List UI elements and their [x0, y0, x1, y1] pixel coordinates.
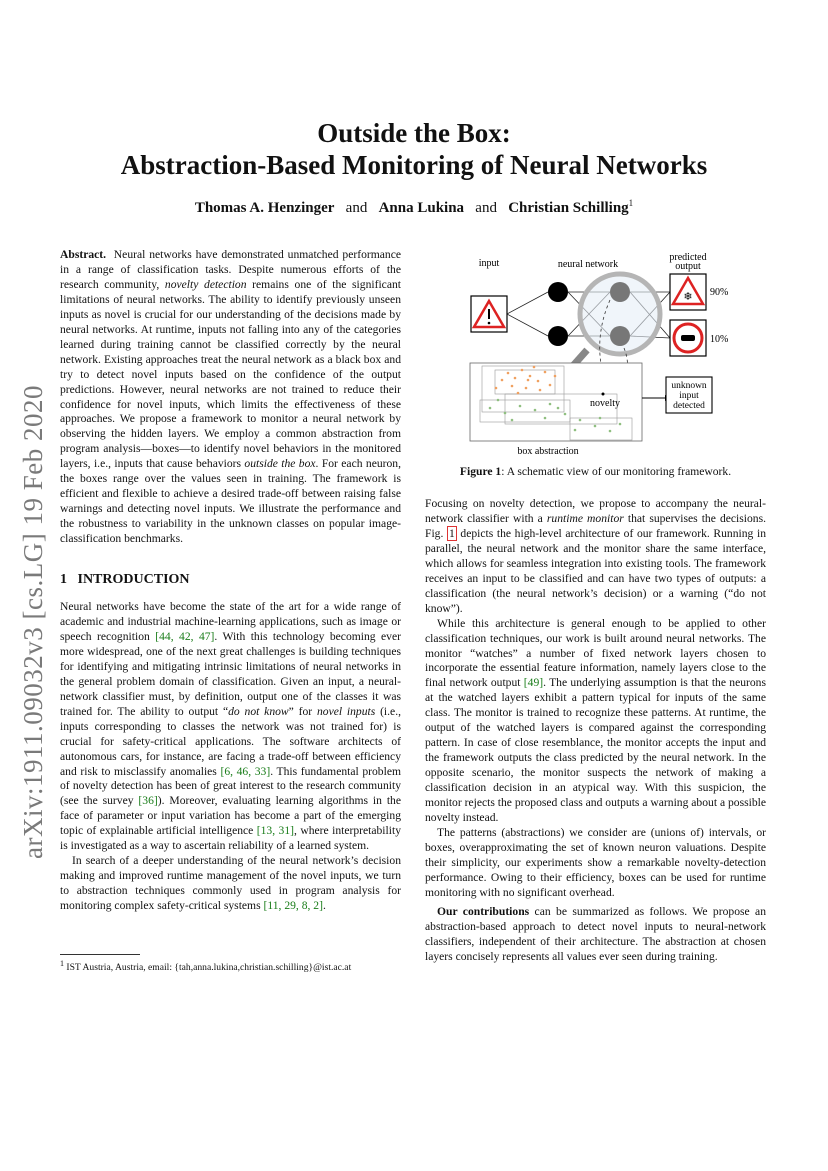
right-paragraph-3: The patterns (abstractions) we consider are (unions of) intervals, or boxes, overapproximating the set of known neuron valuations. Despite their simplicity, our experiments show a remarkable novelty-detection performance. Owing to their efficiency, boxes can be used for runtime monitoring with no significant overhead. — [425, 825, 766, 899]
text: Focusing on novelty detection, we propose to accompany the neural-network classifier with a — [425, 497, 766, 525]
text: . With this technology becoming ever more widespread, one of the next great challenges is building techniques for identifying and mitigating intrinsic limitations of neural networks in the general problem domain of classification. Given an input, a neural-network classifier must, by definition, output one of the classes it was trained for. The ability to output “ — [60, 629, 401, 718]
text: (i.e., inputs corresponding to classes the network was not trained for) is crucial for safety-critical applications. The software architects of autonomous cars, for instance, are facing a trade-off between efficiency and risk to misclassify anomalies — [60, 704, 401, 778]
citation-link[interactable]: [6, 46, 33] — [220, 764, 271, 778]
paper-title-line2: Abstraction-Based Monitoring of Neural Networks — [120, 150, 708, 180]
author-3: Christian Schilling — [508, 200, 629, 216]
right-paragraph-1 — [425, 497, 766, 617]
label-unknown: unknown — [671, 381, 707, 391]
no-cars-sign-icon — [670, 320, 706, 356]
right-paragraph-4 — [425, 905, 766, 965]
text: can be summarized as follows. We propose an abstraction-based approach to detect novel inputs to neural-network classifiers, independent of their architecture. The abstraction at chosen layers concisely represents all values ever seen during training. — [425, 904, 766, 963]
abstract-text: Neural networks have demonstrated unmatched performance in a range of classification tasks. Despite numerous efforts of the research community, — [60, 248, 401, 291]
label-detected: detected — [673, 401, 705, 411]
text: ” for — [288, 704, 317, 718]
emphasis: do not know — [228, 704, 289, 718]
snow-warning-icon — [670, 274, 706, 310]
text: . The underlying assumption is that the neurons at the watched layers exhibit a pattern typical for inputs of the same class. The monitor is trained to recognize these patterns. At runtime, the output of the watched layers is compared against the corresponding pattern. In case of close resemblance, the monitor accepts the input and the framework outputs the class predicted by the neural network. In the opposite scenario, the monitor suspects the network of making a classification decision in an atypical way. With this suspicion, the monitor rejects the proposed class and outputs a warning about a possible novelty instead. — [425, 676, 766, 825]
footnote-mark: 1 — [60, 959, 64, 968]
pct-top: 90% — [710, 287, 729, 298]
text: ). Moreover, evaluating learning algorithms in the face of parameter or input variation has become a part of the emerging topic of explainable artificial intelligence — [60, 794, 402, 838]
left-column — [60, 248, 401, 914]
abstract-label: Abstract. — [60, 248, 107, 261]
text: While this architecture is general enough to be applied to other classification techniques, our work is built around neural networks. The monitor “watches” a number of fixed network layers chosen to incorporate the essential feature information, namely layers close to the final network output — [425, 616, 766, 690]
footnote — [60, 958, 401, 974]
neuron-hidden-2 — [610, 326, 630, 346]
citation-link[interactable]: [44, 42, 47] — [155, 629, 215, 643]
abstract-text: remains one of the significant limitations of neural networks. The ability to identify previously unseen inputs as novel is crucial for our understanding of the decisions made by neural networks. At runtime, inputs not falling into any of the categories learned during training cannot be classified correctly by the neural network. Existing approaches treat the neural network as a black box and try to detect novel inputs based on the confidence of the output predictions. However, neural networks are not trained to reduce their confidence for novel inputs, which limits the effectiveness of these approaches. We propose a framework to monitor a neural network by observing the hidden layers. We employ a common abstraction from program analysis—boxes—to identify novel behaviors in the monitored layers, i.e., inputs that cause behaviors — [60, 277, 401, 471]
author-3-footnote-mark: 1 — [628, 198, 634, 208]
and-1: and — [345, 200, 368, 216]
pct-bottom: 10% — [710, 334, 729, 345]
text: , where interpretability is investigated as a way to ascertain reliability of a learned system. — [60, 824, 401, 853]
text: . — [322, 899, 326, 913]
citation-link[interactable]: [11, 29, 8, 2] — [263, 899, 323, 913]
section-number: 1 — [60, 572, 67, 588]
label-novelty: novelty — [590, 398, 620, 409]
emphasis: runtime monitor — [546, 511, 624, 525]
arxiv-watermark: arXiv:1911.09032v3 [cs.LG] 19 Feb 2020 — [18, 385, 48, 859]
citation-link[interactable]: [49] — [523, 676, 544, 690]
footnote-text: IST Austria, Austria, email: {tah,anna.lukina,christian.schilling}@ist.ac.at — [64, 962, 352, 974]
neuron-input-2 — [548, 326, 568, 346]
abstract — [60, 248, 401, 547]
figure-caption-text: : A schematic view of our monitoring framework. — [501, 465, 732, 478]
label-neural-network: neural network — [557, 259, 619, 270]
neuron-hidden-1 — [610, 282, 630, 302]
author-1: Thomas A. Henzinger — [194, 200, 335, 216]
label-output: output — [675, 261, 701, 272]
section-title: INTRODUCTION — [77, 572, 190, 588]
abstract-emphasis: outside the box — [244, 457, 316, 471]
intro-paragraph-2 — [60, 854, 401, 914]
svg-text:❄: ❄ — [683, 291, 693, 303]
citation-link[interactable]: [36] — [138, 794, 158, 808]
figure-1-diagram — [460, 248, 760, 458]
text: Neural networks have become the state of the art for a wide range of academic and industrial machine-learning applications, such as image or speech recognition — [60, 600, 401, 643]
author-line — [0, 198, 828, 217]
right-paragraph-2 — [425, 617, 766, 826]
and-2: and — [475, 200, 497, 216]
contributions-label: Our contributions — [437, 904, 530, 918]
label-input: input — [478, 258, 500, 269]
intro-paragraph-1 — [60, 600, 401, 854]
label-input-2: input — [679, 391, 699, 401]
citation-link[interactable]: [13, 31] — [256, 824, 295, 838]
abstract-text: . For each neuron, the boxes range over the values seen in training. The framework is efficient and flexible to achieve a desired trade-off between raising false warnings and detecting novel inputs. We illustrate the performance and the robustness to variability in the unknown classes on popular image-classification benchmarks. — [60, 457, 401, 546]
label-predicted: predicted — [669, 252, 707, 263]
text: that supervises the decisions. Fig. — [425, 511, 766, 540]
figure-label: Figure 1 — [459, 465, 502, 478]
figure-caption — [425, 465, 766, 478]
abstract-emphasis: novelty detection — [164, 277, 247, 291]
neuron-input-1 — [548, 282, 568, 302]
section-heading — [60, 573, 401, 588]
paper-title-line1: Outside the Box: — [317, 118, 511, 148]
text: depicts the high-level architecture of our framework. Running in parallel, the neural network and the monitor share the same interface, which allows for seamless integration into existing tools. The framework receives an input to be classified and can have two types of outputs: a classification (the neural network’s decision) or a warning (“do not know”). — [425, 526, 766, 615]
text: . This fundamental problem of novelty detection has been of great interest to the research community (see the survey — [60, 764, 401, 808]
figure-ref-link[interactable]: 1 — [449, 526, 455, 540]
label-box-abstraction: box abstraction — [517, 446, 579, 457]
text: In search of a deeper understanding of the neural network’s decision making and improved runtime management of the novel inputs, we turn to abstraction techniques commonly used in program analysis for monitoring complex safety-critical systems — [60, 854, 401, 913]
author-2: Anna Lukina — [378, 200, 465, 216]
footnote-rule — [60, 954, 140, 955]
right-column — [425, 497, 766, 965]
emphasis: novel inputs — [316, 704, 376, 718]
